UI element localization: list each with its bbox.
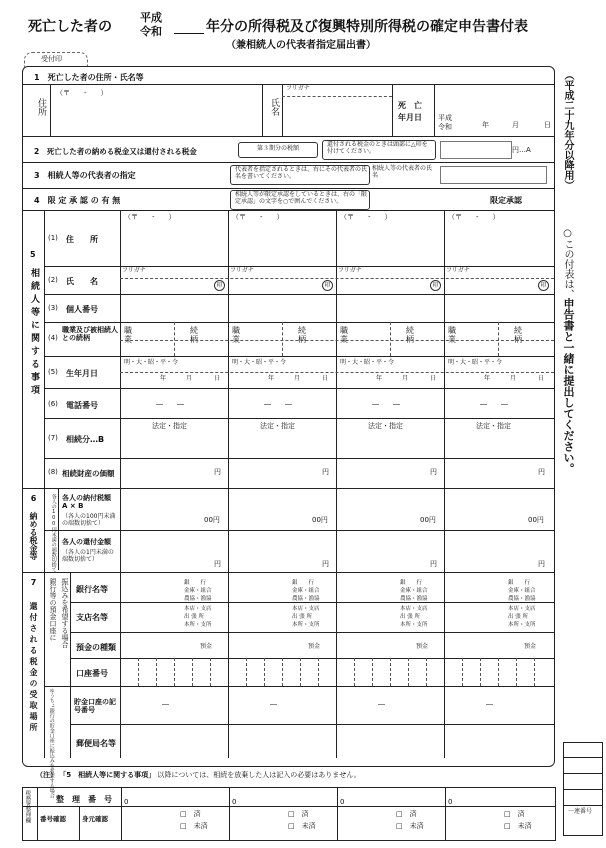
heir-yucho-dash: ― bbox=[486, 700, 493, 708]
heir-bank-opt-3: 農協・漁協 bbox=[400, 596, 428, 602]
s5-row1-no: (1) bbox=[48, 234, 58, 242]
heir-value-unit: 円 bbox=[430, 468, 437, 476]
s1-death-label-2: 年月日 bbox=[398, 113, 422, 122]
heir-bank-opt-1: 銀 行 bbox=[184, 580, 207, 586]
s5-row2-no: (2) bbox=[48, 276, 58, 284]
heir-bank-opt-1: 銀 行 bbox=[508, 580, 531, 586]
s1-death-era-2: 令和 bbox=[438, 123, 452, 131]
s6-side-small: 各人の100円未満の端数切捨て bbox=[50, 494, 57, 572]
s7-acct-label: 口座番号 bbox=[76, 669, 108, 678]
check-misumi-4[interactable]: □ 未済 bbox=[504, 822, 532, 830]
heir-postal: （〒 - ） bbox=[340, 213, 392, 221]
footer-note-prefix: （注） bbox=[36, 771, 57, 779]
s2-paren-2: 還付される税金のときは頭部に△印を付けてください。 bbox=[322, 140, 436, 160]
heir-furigana: フリガナ bbox=[446, 267, 470, 274]
heir-bank-opt-3: 農協・漁協 bbox=[508, 596, 536, 602]
heir-bank-opt-1: 銀 行 bbox=[400, 580, 423, 586]
s1-month: 月 bbox=[512, 121, 519, 129]
heir-branch-opt-1: 本店・支店 bbox=[184, 606, 212, 612]
heir-branch-opt-2: 出 張 所 bbox=[184, 614, 204, 620]
heir-job: 職業 bbox=[448, 326, 456, 345]
s5-row4-no: (4) bbox=[48, 334, 58, 342]
s1-name-label: 氏名 bbox=[269, 98, 279, 116]
heir-share: 法定・指定 bbox=[368, 422, 403, 430]
heir-share: 法定・指定 bbox=[476, 422, 511, 430]
heir-deposit-type: 預金 bbox=[524, 643, 537, 650]
heir-rel: 続柄 bbox=[514, 326, 522, 345]
heir-phone: ― ― bbox=[372, 400, 400, 408]
heir-birth-era: 明・大・昭・平・令 bbox=[448, 359, 503, 366]
s7-yucho-label: 貯金口座の記号番号 bbox=[74, 698, 116, 715]
check-misumi-3[interactable]: □ 未済 bbox=[396, 822, 424, 830]
s5-row6-label: 電話番号 bbox=[66, 401, 98, 410]
s1-title: 1 死亡した者の住所・氏名等 bbox=[34, 73, 144, 82]
s1-furigana: フリガナ bbox=[286, 85, 310, 92]
s5-row4-label: 職業及び被相続人との続柄 bbox=[62, 326, 118, 343]
receipt-stamp-label: 受付印 bbox=[41, 55, 62, 63]
heir-furigana: フリガナ bbox=[230, 267, 254, 274]
check-misumi-1[interactable]: □ 未済 bbox=[180, 822, 208, 830]
heir-job: 職業 bbox=[232, 326, 240, 345]
receipt-stamp bbox=[24, 52, 88, 67]
s3-note-box: 代表者を指定されるときは、右にその代表者の氏名を書いてください。 bbox=[230, 165, 370, 185]
s4-right[interactable]: 限定承認 bbox=[490, 196, 522, 205]
period-note: （平成二十九年分以降用） bbox=[562, 70, 573, 190]
heir-refund-unit: 円 bbox=[430, 560, 437, 568]
heir-deposit-type: 預金 bbox=[416, 643, 429, 650]
heir-pay-unit: 00円 bbox=[528, 516, 544, 524]
heir-branch-opt-3: 本所・支所 bbox=[292, 622, 320, 628]
heir-refund-unit: 円 bbox=[322, 560, 329, 568]
s2-title: 2 死亡した者の納める税金又は還付される税金 bbox=[34, 147, 197, 156]
office-label: 税務署整理欄 bbox=[24, 790, 31, 823]
s5-row5-label: 生年月日 bbox=[66, 369, 98, 378]
serial-number-label: 一連番号 bbox=[568, 808, 593, 815]
title-prefix: 死亡した者の bbox=[28, 19, 112, 35]
s5-row3-no: (3) bbox=[48, 304, 58, 312]
heir-birth-era: 明・大・昭・平・令 bbox=[340, 359, 395, 366]
s6-section-label: 6 納める税金等 bbox=[29, 494, 38, 560]
s5-section-label: 相続人等に関する事項 bbox=[29, 268, 39, 398]
heir-branch-opt-1: 本店・支店 bbox=[292, 606, 320, 612]
check-misumi-2[interactable]: □ 未済 bbox=[288, 822, 316, 830]
s5-no: 5 bbox=[30, 250, 36, 259]
heir-pay-unit: 00円 bbox=[204, 516, 220, 524]
mimoto-label: 身元確認 bbox=[82, 815, 108, 823]
heir-yucho-dash: ― bbox=[270, 700, 277, 708]
heir-yucho-dash: ― bbox=[378, 700, 385, 708]
heir-branch-opt-2: 出 張 所 bbox=[400, 614, 420, 620]
heir-birth-m: 月 bbox=[294, 375, 301, 382]
heir-seal[interactable]: 印 bbox=[214, 280, 225, 291]
heir-deposit-type: 預金 bbox=[200, 643, 213, 650]
s2-paren-1: 第３期分の税額 bbox=[238, 142, 318, 158]
form-title bbox=[12, 8, 572, 54]
check-sumi-1[interactable]: □ 済 bbox=[180, 810, 201, 818]
s3-title: 3 相続人等の代表者の指定 bbox=[34, 171, 136, 180]
heir-branch-opt-2: 出 張 所 bbox=[292, 614, 312, 620]
heir-rel: 続柄 bbox=[190, 326, 198, 345]
s1-postal: （〒 - ） bbox=[56, 89, 108, 97]
heir-branch-opt-3: 本所・支所 bbox=[184, 622, 212, 628]
s6-row1-sub: （各人の100円未満の端数切捨て） bbox=[62, 513, 116, 527]
heir-postal: （〒 - ） bbox=[448, 213, 500, 221]
heir-phone: ― ― bbox=[264, 400, 292, 408]
heir-deposit-type: 預金 bbox=[308, 643, 321, 650]
heir-share: 法定・指定 bbox=[260, 422, 295, 430]
form-subtitle: （兼相続人の代表者指定届出書） bbox=[226, 40, 376, 51]
s7-branch-label: 支店名等 bbox=[76, 613, 108, 622]
s7-bank-side: 振込みを希望する場合 bbox=[61, 578, 69, 648]
heir-seal[interactable]: 印 bbox=[538, 280, 549, 291]
heir-birth-y: 年 bbox=[160, 375, 167, 382]
notice-bold: 申告書と一緒に提出してください。 bbox=[562, 298, 575, 474]
heir-branch-opt-3: 本所・支所 bbox=[400, 622, 428, 628]
era-bottom: 令和 bbox=[140, 25, 162, 38]
era-top: 平成 bbox=[140, 11, 162, 24]
heir-seal[interactable]: 印 bbox=[430, 280, 441, 291]
s5-row5-no: (5) bbox=[48, 368, 58, 376]
footer-note-rest: 以降については、相続を放棄した人は記入の必要はありません。 bbox=[157, 771, 361, 779]
heir-branch-opt-1: 本店・支店 bbox=[508, 606, 536, 612]
s6-row2-label: 各人の還付金額 bbox=[62, 538, 111, 546]
s5-row6-no: (6) bbox=[48, 400, 58, 408]
heir-branch-opt-3: 本所・支所 bbox=[508, 622, 536, 628]
heir-bank-opt-3: 農協・漁協 bbox=[292, 596, 320, 602]
heir-branch-opt-1: 本店・支店 bbox=[400, 606, 428, 612]
s2-amount-box[interactable] bbox=[440, 141, 512, 159]
s1-death-label-1: 死 亡 bbox=[398, 101, 422, 110]
bango-label: 番号確認 bbox=[40, 815, 66, 823]
heir-bank-opt-2: 金庫・組合 bbox=[292, 588, 320, 594]
s6-row2-sub: （各人の1円未満の端数切捨て） bbox=[62, 549, 114, 563]
seiri-zero-4: 0 bbox=[448, 798, 453, 806]
heir-bank-opt-2: 金庫・組合 bbox=[400, 588, 428, 594]
heir-branch-opt-2: 出 張 所 bbox=[508, 614, 528, 620]
s7-post-label: 郵便局名等 bbox=[76, 739, 116, 748]
heir-birth-era: 明・大・昭・平・令 bbox=[124, 359, 179, 366]
s7-type-label: 預金の種類 bbox=[76, 643, 116, 652]
s7-bank-label: 銀行名等 bbox=[76, 585, 108, 594]
heir-postal: （〒 - ） bbox=[232, 213, 284, 221]
check-sumi-4[interactable]: □ 済 bbox=[504, 810, 525, 818]
s6-row1-label: 各人の納付税額 A × B bbox=[62, 494, 118, 511]
s5-row1-label: 住 所 bbox=[66, 235, 98, 244]
serial-number-box bbox=[563, 742, 603, 836]
heir-pay-unit: 00円 bbox=[312, 516, 328, 524]
s4-title: 4 限 定 承 認 の 有 無 bbox=[34, 196, 121, 205]
s7-section-label: 7 還付される税金の受取場所 bbox=[29, 578, 38, 734]
check-sumi-2[interactable]: □ 済 bbox=[288, 810, 309, 818]
heir-birth-y: 年 bbox=[484, 375, 491, 382]
s7-bank-side-2: 銀行等の預金口座に bbox=[49, 578, 57, 641]
heir-value-unit: 円 bbox=[322, 468, 329, 476]
heir-birth-d: 日 bbox=[214, 375, 221, 382]
s5-row8-no: (8) bbox=[48, 468, 58, 476]
s2-unit: 円…A bbox=[512, 146, 531, 154]
title-main: 年分の所得税及び復興特別所得税の確定申告書付表 bbox=[206, 19, 528, 35]
heir-bank-opt-2: 金庫・組合 bbox=[508, 588, 536, 594]
notice-lead: ○この付表は、 bbox=[562, 228, 573, 299]
s5-row3-label: 個人番号 bbox=[66, 305, 98, 314]
check-sumi-3[interactable]: □ 済 bbox=[396, 810, 417, 818]
heir-birth-m: 月 bbox=[402, 375, 409, 382]
heir-job: 職業 bbox=[124, 326, 132, 345]
heir-phone: ― ― bbox=[480, 400, 508, 408]
s5-row8-label: 相続財産の価額 bbox=[62, 469, 115, 478]
heir-phone: ― ― bbox=[156, 400, 184, 408]
heir-rel: 続柄 bbox=[298, 326, 306, 345]
s4-note-box: 相続人等が限定承認をしているときは、右の「限定承認」の文字を○で囲んでください。 bbox=[230, 190, 370, 210]
heir-birth-m: 月 bbox=[186, 375, 193, 382]
heir-bank-opt-2: 金庫・組合 bbox=[184, 588, 212, 594]
heir-birth-d: 日 bbox=[322, 375, 329, 382]
s5-row2-label: 氏 名 bbox=[66, 277, 98, 286]
heir-bank-opt-3: 農協・漁協 bbox=[184, 596, 212, 602]
heir-pay-unit: 00円 bbox=[420, 516, 436, 524]
heir-furigana: フリガナ bbox=[122, 267, 146, 274]
heir-yucho-dash: ― bbox=[162, 700, 169, 708]
heir-bank-opt-1: 銀 行 bbox=[292, 580, 315, 586]
heir-birth-y: 年 bbox=[376, 375, 383, 382]
s1-address-label: 住所 bbox=[36, 98, 46, 116]
heir-birth-d: 日 bbox=[538, 375, 545, 382]
seiri-zero-1: 0 bbox=[124, 798, 129, 806]
heir-furigana: フリガナ bbox=[338, 267, 362, 274]
s7-yucho-side: ゆうちょ銀行の貯金口座に振込みを希望する場合 bbox=[48, 688, 55, 798]
heir-rel: 続柄 bbox=[406, 326, 414, 345]
s1-day: 日 bbox=[544, 121, 551, 129]
heir-value-unit: 円 bbox=[538, 468, 545, 476]
heir-refund-unit: 円 bbox=[538, 560, 545, 568]
heir-birth-d: 日 bbox=[430, 375, 437, 382]
heir-birth-era: 明・大・昭・平・令 bbox=[232, 359, 287, 366]
heir-birth-y: 年 bbox=[268, 375, 275, 382]
s1-year: 年 bbox=[482, 121, 489, 129]
heir-refund-unit: 円 bbox=[214, 560, 221, 568]
seiri-zero-3: 0 bbox=[340, 798, 345, 806]
seiri-label: 整 理 番 号 bbox=[56, 795, 112, 804]
s1-death-era-1: 平成 bbox=[438, 114, 452, 122]
heir-share: 法定・指定 bbox=[152, 422, 187, 430]
footer-note bbox=[36, 770, 361, 780]
seiri-zero-2: 0 bbox=[232, 798, 237, 806]
s5-row7-label: 相続分…B bbox=[66, 435, 105, 444]
heir-postal: （〒 - ） bbox=[124, 213, 176, 221]
heir-value-unit: 円 bbox=[214, 468, 221, 476]
heir-job: 職業 bbox=[340, 326, 348, 345]
footer-note-quote: 「5 相続人等に関する事項」 bbox=[59, 771, 156, 779]
heir-seal[interactable]: 印 bbox=[322, 280, 333, 291]
s3-name-box[interactable] bbox=[440, 166, 547, 184]
s5-row7-no: (7) bbox=[48, 434, 58, 442]
heir-birth-m: 月 bbox=[510, 375, 517, 382]
s3-right-note: 相続人等の代表者の氏名 bbox=[372, 165, 433, 179]
